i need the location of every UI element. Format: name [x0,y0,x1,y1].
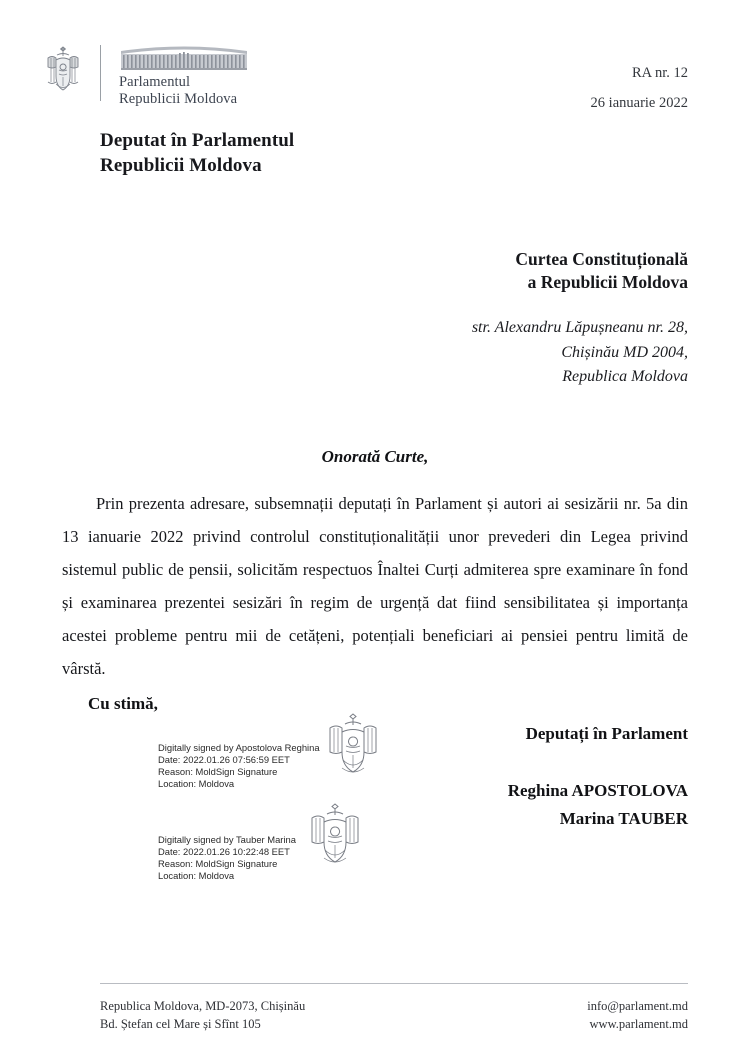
moldova-coat-of-arms-seal-icon [304,800,366,876]
document-number: RA nr. 12 [632,65,688,81]
moldova-coat-of-arms-seal-icon [322,710,384,786]
footer-divider [100,983,688,984]
signatory-role: Deputați în Parlament [525,724,688,743]
footer-address-line-1: Republica Moldova, MD-2073, Chișinău [100,999,306,1013]
digital-signature-date: Date: 2022.01.26 07:56:59 EET [158,754,290,766]
footer-contact [587,997,688,1033]
brand-line-2: Republicii Moldova [119,90,238,107]
brand-line-1: Parlamentul [119,74,191,90]
digital-signature-apostolova [158,740,384,790]
brand-block [119,44,249,107]
digital-signature-reason: Reason: MoldSign Signature [158,858,278,870]
footer-address [100,997,305,1033]
addressee-name [358,248,688,294]
document-date: 26 ianuarie 2022 [590,95,688,111]
document-meta [591,58,688,118]
salutation: Onorată Curte, [321,447,429,466]
footer-website[interactable]: www.parlament.md [589,1017,688,1031]
header-divider [100,45,101,101]
digital-signature-reason: Reason: MoldSign Signature [158,766,278,778]
addressee-name-line-2: a Republicii Moldova [527,272,688,292]
page-title-line-1: Deputat în Parlamentul [100,130,295,151]
signatory-name-1: Reghina APOSTOLOVA [507,781,688,800]
letterhead [42,44,249,107]
body-paragraph: Prin prezenta adresare, subsemnații deputați în Parlament și autori ai sesizării nr. 5a din 13 ianuarie 2022 privind controlul constituționalității unor prevederi din Legea privind sistemul public de pensii, solicităm respectuos Înaltei Curți admiterea spre examinare în fond și examinarea prezentei sesizări în regim de urgență dat fiind sensibilitatea și importanța acestei probleme pentru mii de cetățeni, potențiali beneficiari ai pensiei pentru limită de vârstă. [62,494,688,678]
digital-signature-signed-by: Digitally signed by Apostolova Reghina [158,742,320,753]
footer-address-line-2: Bd. Ștefan cel Mare și Sfînt 105 [100,1017,261,1031]
brand-name [119,74,249,107]
digital-signature-location: Location: Moldova [158,870,235,882]
digital-signature-tauber [158,832,366,882]
addressee-address [358,316,688,390]
closing-phrase: Cu stimă, [88,694,158,713]
addressee-address-line-2: Chișinău MD 2004, [561,343,688,361]
parliament-building-icon [119,44,249,71]
signatory-name-2: Marina TAUBER [559,809,688,828]
footer [100,997,688,1033]
addressee-address-line-3: Republica Moldova [562,368,688,385]
page-title [100,128,294,178]
signatory-names [388,777,688,833]
digital-signature-details [158,740,320,790]
signature-block [388,724,688,833]
addressee-address-line-1: str. Alexandru Lăpușneanu nr. 28, [471,319,688,336]
addressee-block [358,248,688,390]
digital-signature-signed-by: Digitally signed by Tauber Marina [158,834,296,845]
moldova-coat-of-arms-icon [42,44,84,102]
digital-signature-details [158,832,296,882]
addressee-name-line-1: Curtea Constituțională [515,249,688,269]
footer-email[interactable]: info@parlament.md [587,999,688,1013]
digital-signature-location: Location: Moldova [158,778,235,790]
digital-signature-date: Date: 2022.01.26 10:22:48 EET [158,846,290,858]
page-title-line-2: Republicii Moldova [100,155,262,176]
